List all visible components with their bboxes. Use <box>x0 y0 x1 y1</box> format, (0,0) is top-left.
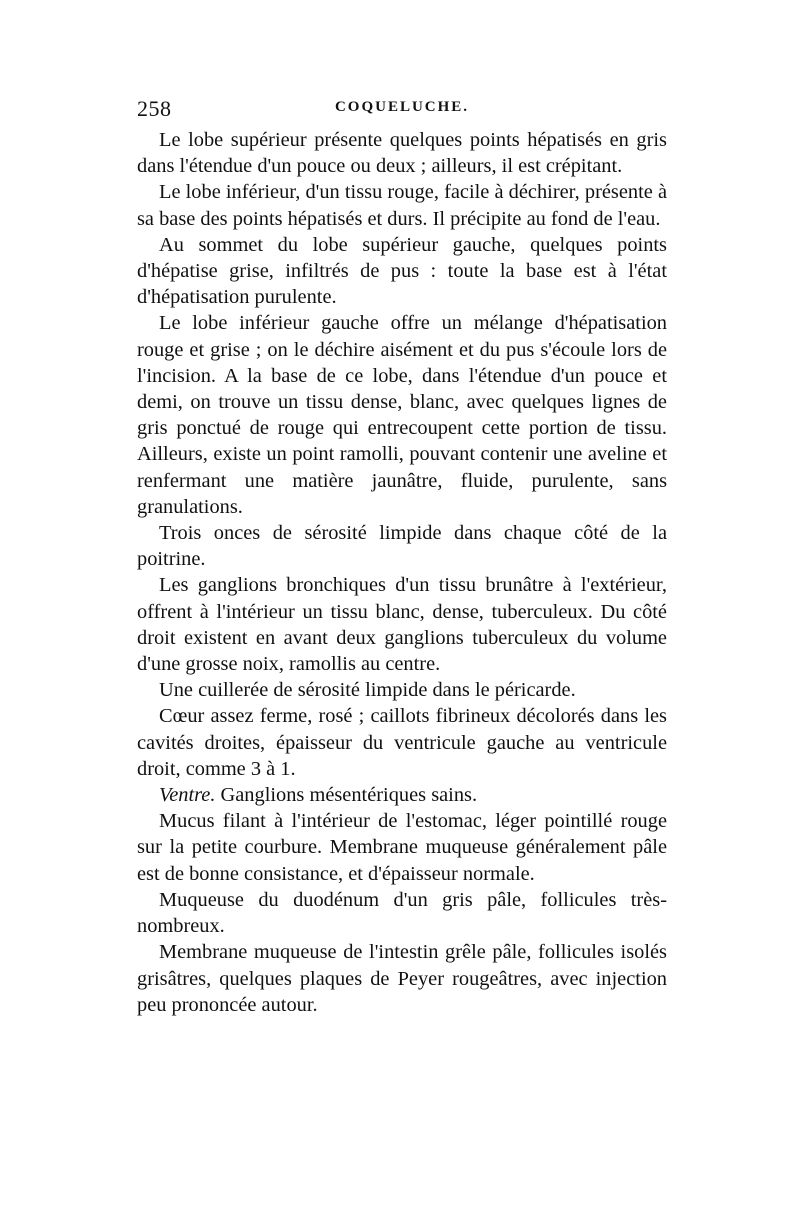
paragraph-ventre <box>137 782 667 808</box>
paragraph-ventre-text: Ganglions mésentériques sains. <box>215 784 478 807</box>
paragraph-serosite-poitrine: Trois onces de sérosité limpide dans chaque côté de la poitrine. <box>137 522 667 571</box>
body-text <box>137 127 667 1018</box>
running-title: COQUELUCHE. <box>334 99 470 115</box>
paragraph-duodenum: Muqueuse du duodénum d'un gris pâle, follicules très-nombreux. <box>137 888 667 938</box>
paragraph-lobe-inferieur: Le lobe inférieur, d'un tissu rouge, facile à déchirer, présente à sa base des points hépatisés et durs. Il précipite au fond de l'eau. <box>137 181 667 230</box>
paragraph-lobe-inferieur-gauche: Le lobe inférieur gauche offre un mélange d'hépatisation rouge et grise ; on le déchire aisément et du pus s'écoule lors de l'incision. A la base de ce lobe, dans l'étendue d'un pouce et demi, on trouve un tissu dense, blanc, avec quelques lignes de gris ponctué de rouge qui entrecoupent cette portion de tissu. Ailleurs, existe un point ramolli, pouvant contenir une aveline et renfermant une matière jaunâtre, fluide, purulente, sans granulations. <box>137 312 667 518</box>
paragraph-lobe-superieur: Le lobe supérieur présente quelques points hépatisés en gris dans l'étendue d'un pouce ou deux ; ailleurs, il est crépitant. <box>137 129 667 178</box>
paragraph-ganglions-bronchiques: Les ganglions bronchiques d'un tissu brunâtre à l'extérieur, offrent à l'intérieur un tissu blanc, dense, tuberculeux. Du côté droit existent en avant deux ganglions tuberculeux du volume d'une grosse noix, ramollis au centre. <box>137 574 667 676</box>
paragraph-pericarde: Une cuillerée de sérosité limpide dans le péricarde. <box>159 679 576 702</box>
paragraph-estomac: Mucus filant à l'intérieur de l'estomac, léger pointillé rouge sur la petite courbure. Membrane muqueuse généralement pâle est de bonne consistance, et d'épaisseur normale. <box>137 810 667 885</box>
section-lead-ventre: Ventre. <box>159 784 216 807</box>
page-number: 258 <box>137 96 172 121</box>
paragraph-sommet-lobe-gauche: Au sommet du lobe supérieur gauche, quelques points d'hépatise grise, infiltrés de pus : toute la base est à l'état d'hépatisation purulente. <box>137 233 667 309</box>
running-head <box>137 96 667 120</box>
paragraph-intestin-grele: Membrane muqueuse de l'intestin grêle pâle, follicules isolés grisâtres, quelques plaques de Peyer rougeâtres, avec injection peu prononcée autour. <box>137 941 667 1016</box>
paragraph-coeur: Cœur assez ferme, rosé ; caillots fibrineux décolorés dans les cavités droites, épaisseur du ventricule gauche au ventricule droit, comme 3 à 1. <box>137 705 667 780</box>
